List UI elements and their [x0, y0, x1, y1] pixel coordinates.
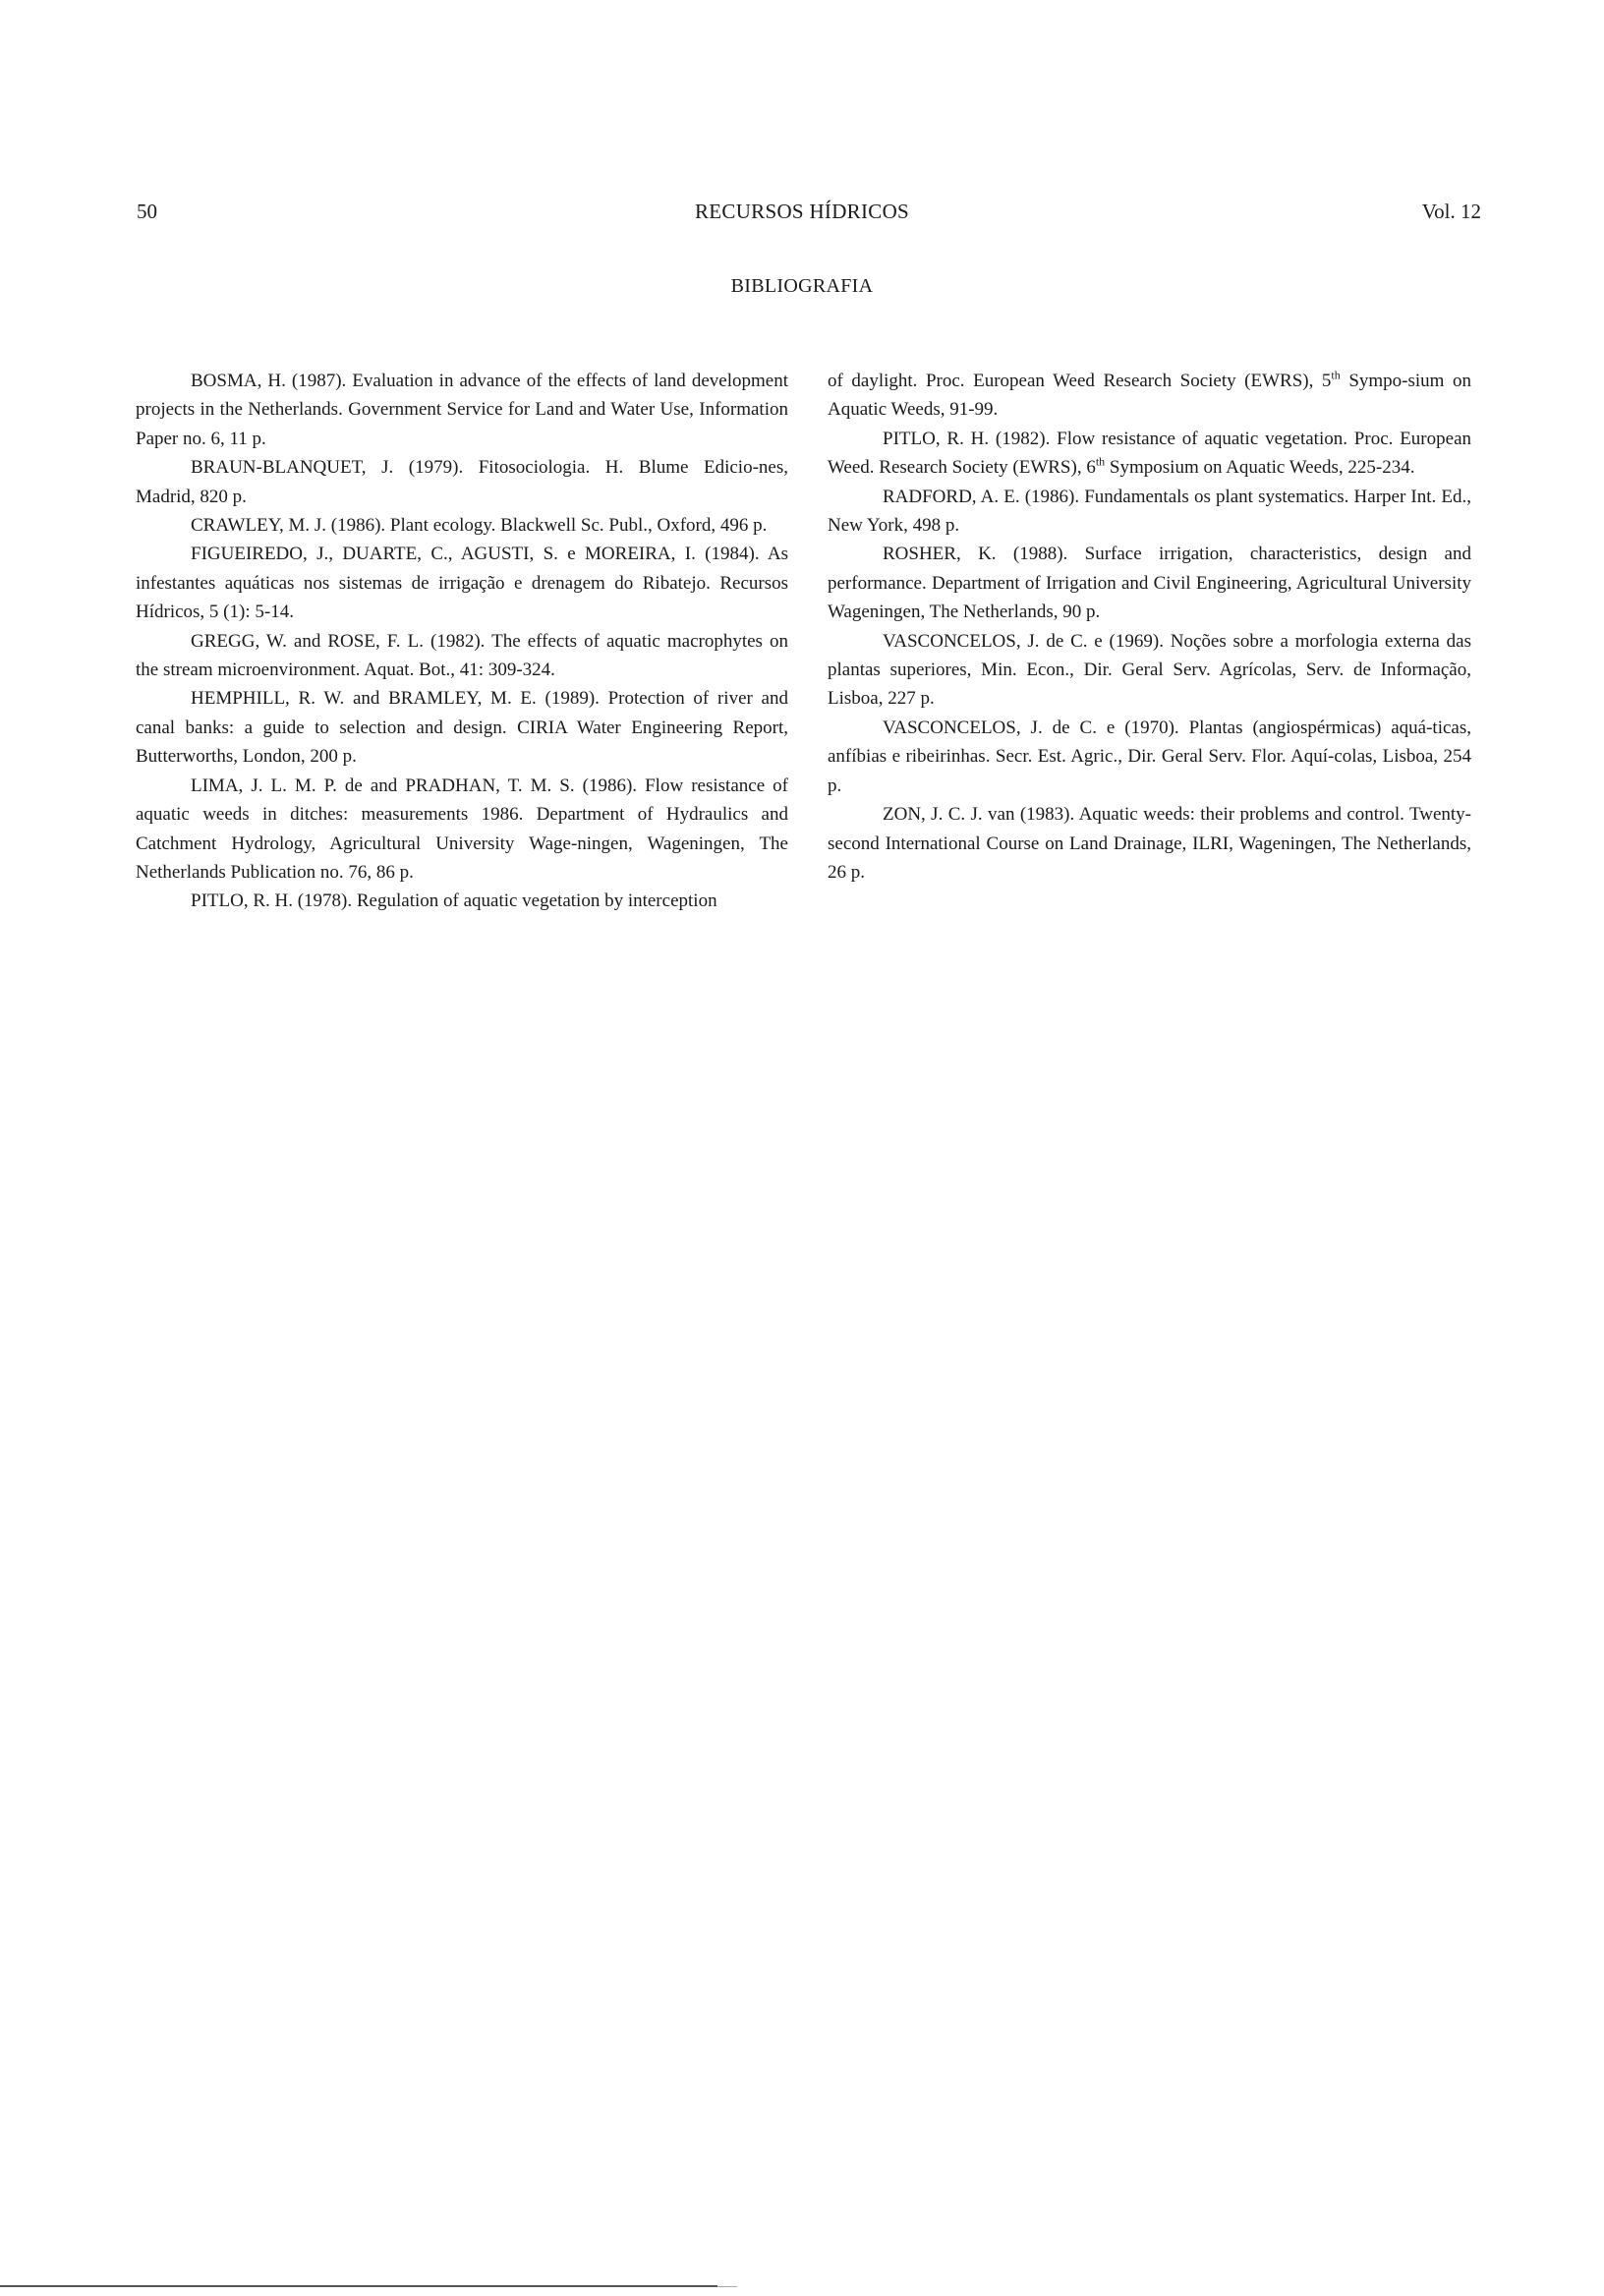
reference-vasconcelos-1970: VASCONCELOS, J. de C. e (1970). Plantas (angiospérmicas) aquá-ticas, anfíbias e ribeirinhas. Secr. Est. Agric., Dir. Geral Serv. Flor. Aquí-colas, Lisboa, 254 p.	[828, 717, 1471, 796]
reference-rosher-1988: ROSHER, K. (1988). Surface irrigation, characteristics, design and performance. Department of Irrigation and Civil Engineering, Agricultural University Wageningen, The Netherlands, 90 p.	[828, 544, 1471, 623]
pitlo-1978-text-a: of daylight. Proc. European Weed Research Society (EWRS), 5	[828, 371, 1332, 391]
pitlo-1978-text-b: Sympo-sium on Aquatic Weeds, 91-99.	[828, 371, 1472, 421]
reference-hemphill-1989: HEMPHILL, R. W. and BRAMLEY, M. E. (1989). Protection of river and canal banks: a guide to selection and design. CIRIA Water Engineering Report, Butterworths, London, 200 p.	[136, 688, 788, 768]
ordinal-suffix: th	[1331, 368, 1341, 382]
reference-pitlo-1982	[828, 425, 1471, 483]
reference-crawley-1986: CRAWLEY, M. J. (1986). Plant ecology. Blackwell Sc. Publ., Oxford, 496 p.	[191, 515, 768, 537]
volume-label: Vol. 12	[1421, 200, 1481, 223]
reference-zon-1983: ZON, J. C. J. van (1983). Aquatic weeds: their problems and control. Twenty-second International Course on Land Drainage, ILRI, Wageningen, The Netherlands, 26 p.	[828, 804, 1471, 883]
journal-title: RECURSOS HÍDRICOS	[694, 200, 910, 223]
section-title: BIBLIOGRAFIA	[730, 275, 874, 297]
scan-edge-line-faint	[717, 2286, 737, 2287]
reference-bosma-1987: BOSMA, H. (1987). Evaluation in advance of the effects of land development projects in the Netherlands. Government Service for Land and Water Use, Information Paper no. 6, 11 p.	[136, 371, 788, 449]
reference-vasconcelos-1969: VASCONCELOS, J. de C. e (1969). Noções sobre a morfologia externa das plantas superiores, Min. Econ., Dir. Geral Serv. Agrícolas, Serv. de Informação, Lisboa, 227 p.	[828, 630, 1471, 710]
pitlo-1982-text-a: PITLO, R. H. (1982). Flow resistance of aquatic vegetation. Proc. European Weed. Research Society (EWRS), 6	[828, 428, 1471, 479]
scan-edge-line	[0, 2285, 717, 2287]
reference-braun-blanquet-1979: BRAUN-BLANQUET, J. (1979). Fitosociologia. H. Blume Edicio-nes, Madrid, 820 p.	[136, 457, 788, 507]
ordinal-suffix: th	[1095, 454, 1106, 469]
reference-radford-1986: RADFORD, A. E. (1986). Fundamentals os plant systematics. Harper Int. Ed., New York, 498 p.	[828, 486, 1471, 537]
reference-lima-1986: LIMA, J. L. M. P. de and PRADHAN, T. M. S. (1986). Flow resistance of aquatic weeds in ditches: measurements 1986. Department of Hydraulics and Catchment Hydrology, Agricultural University Wage-ningen, Wageningen, The Netherlands Publication no. 76, 86 p.	[136, 775, 788, 883]
pitlo-1982-text-b: Symposium on Aquatic Weeds, 225-234.	[1105, 457, 1415, 479]
reference-pitlo-1978-continued	[828, 367, 1471, 425]
reference-pitlo-1978: PITLO, R. H. (1978). Regulation of aquatic vegetation by interception	[191, 890, 717, 912]
bibliography-right-column	[828, 367, 1471, 887]
reference-gregg-1982: GREGG, W. and ROSE, F. L. (1982). The effects of aquatic macrophytes on the stream microenvironment. Aquat. Bot., 41: 309-324.	[136, 630, 788, 681]
page-number: 50	[137, 200, 157, 223]
running-head	[0, 200, 1604, 227]
reference-figueiredo-1984: FIGUEIREDO, J., DUARTE, C., AGUSTI, S. e MOREIRA, I. (1984). As infestantes aquáticas nos sistemas de irrigação e drenagem do Ribatejo. Recursos Hídricos, 5 (1): 5-14.	[136, 544, 788, 623]
bibliography-left-column	[136, 367, 788, 916]
